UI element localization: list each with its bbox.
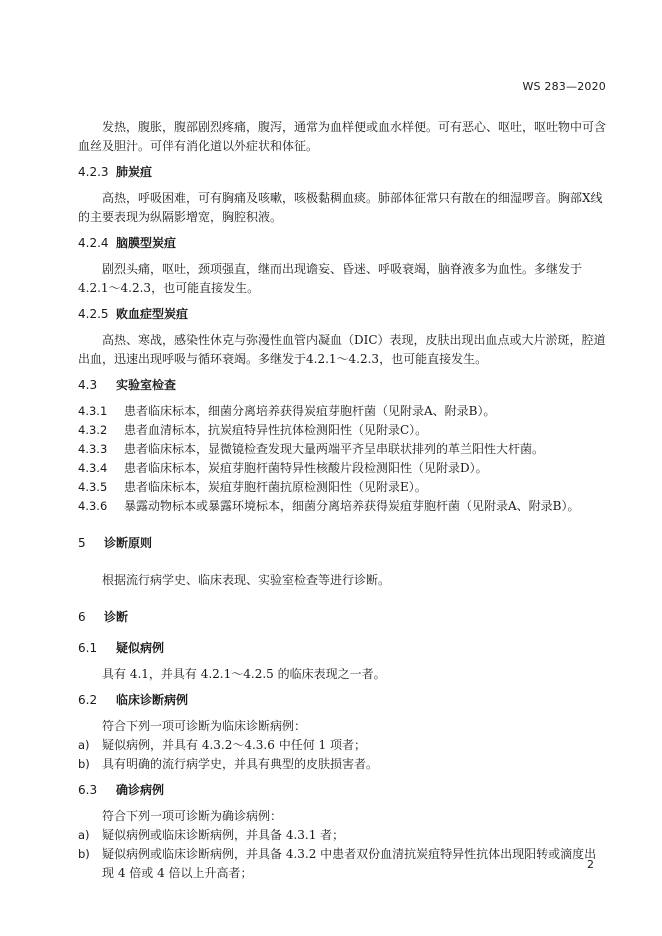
document-code: WS 283—2020 <box>522 80 606 93</box>
heading-title: 诊断 <box>104 610 129 624</box>
heading-6-3 <box>78 781 606 800</box>
heading-4-2-3 <box>78 163 606 182</box>
item-mark: b) <box>78 847 90 861</box>
list-item-6-3-a <box>78 826 606 845</box>
heading-title: 确诊病例 <box>116 783 165 797</box>
item-text: 具有明确的流行病学史，并具有典型的皮肤损害者。 <box>102 757 379 771</box>
item-text: 患者临床标本，炭疽芽胞杆菌特异性核酸片段检测阳性（见附录D）。 <box>124 461 488 475</box>
list-item-4-3-1 <box>78 402 606 421</box>
heading-number: 4.3 <box>78 378 98 392</box>
page-number: 2 <box>587 858 594 871</box>
item-mark: b) <box>78 757 90 771</box>
paragraph-4-2-4: 剧烈头痛，呕吐，颈项强直，继而出现谵妄、昏迷、呼吸衰竭，脑脊液多为血性。多继发于4.2.1～4.2.3，也可能直接发生。 <box>78 262 583 295</box>
heading-title: 肺炭疽 <box>116 165 153 179</box>
paragraph-6-1: 具有 4.1，并具有 4.2.1～4.2.5 的临床表现之一者。 <box>102 667 386 681</box>
heading-title: 临床诊断病例 <box>116 693 189 707</box>
item-text: 患者临床标本，显微镜检查发现大量两端平齐呈串联状排列的革兰阳性大杆菌。 <box>124 442 545 456</box>
heading-title: 败血症型炭疽 <box>116 307 189 321</box>
heading-number: 5 <box>78 536 86 550</box>
item-text: 疑似病例，并具有 4.3.2～4.3.6 中任何 1 项者； <box>102 738 366 752</box>
item-text: 疑似病例或临床诊断病例，并具备 4.3.1 者； <box>102 828 345 842</box>
item-text: 疑似病例或临床诊断病例，并具备 4.3.2 中患者双份血清抗炭疽特异性抗体出现阳转或滴度出现 4 倍或 4 倍以上升高者； <box>102 847 597 880</box>
heading-number: 6.3 <box>78 783 98 797</box>
item-mark: a) <box>78 738 90 752</box>
list-item-6-3-b <box>78 845 606 883</box>
heading-5 <box>78 534 606 553</box>
heading-number: 4.2.4 <box>78 236 109 250</box>
heading-6-2 <box>78 691 606 710</box>
item-number: 4.3.6 <box>78 499 108 513</box>
heading-title: 诊断原则 <box>104 536 153 550</box>
paragraph-6-3-lead: 符合下列一项可诊断为确诊病例： <box>102 809 283 823</box>
list-item-4-3-2 <box>78 421 606 440</box>
heading-4-2-5 <box>78 305 606 324</box>
heading-number: 6.2 <box>78 693 98 707</box>
paragraph-5: 根据流行病学史、临床表现、实验室检查等进行诊断。 <box>102 573 391 587</box>
item-number: 4.3.2 <box>78 423 108 437</box>
list-item-6-2-a <box>78 736 606 755</box>
heading-title: 实验室检查 <box>116 378 177 392</box>
list-item-4-3-5 <box>78 478 606 497</box>
heading-title: 疑似病例 <box>116 641 165 655</box>
heading-number: 6 <box>78 610 86 624</box>
item-text: 暴露动物标本或暴露环境标本，细菌分离培养获得炭疽芽胞杆菌（见附录A、附录B）。 <box>124 499 580 513</box>
list-item-4-3-6 <box>78 497 606 516</box>
heading-number: 6.1 <box>78 641 98 655</box>
heading-number: 4.2.3 <box>78 165 109 179</box>
item-text: 患者血清标本，抗炭疽特异性抗体检测阳性（见附录C）。 <box>124 423 428 437</box>
item-number: 4.3.4 <box>78 461 108 475</box>
list-item-4-3-3 <box>78 440 606 459</box>
paragraph-4-2-3: 高热，呼吸困难，可有胸痛及咳嗽，咳极黏稠血痰。肺部体征常只有散在的细湿啰音。胸部X线的主要表现为纵隔影增宽，胸腔积液。 <box>78 191 603 224</box>
list-item-6-2-b <box>78 755 606 774</box>
heading-4-2-4 <box>78 234 606 253</box>
item-text: 患者临床标本，炭疽芽胞杆菌抗原检测阳性（见附录E）。 <box>124 480 427 494</box>
intro-paragraph: 发热，腹胀，腹部剧烈疼痛，腹泻，通常为血样便或血水样便。可有恶心、呕吐，呕吐物中可含血丝及胆汁。可伴有消化道以外症状和体征。 <box>78 120 607 153</box>
heading-4-3 <box>78 376 606 395</box>
item-mark: a) <box>78 828 90 842</box>
item-number: 4.3.1 <box>78 404 108 418</box>
heading-6-1 <box>78 639 606 658</box>
item-number: 4.3.5 <box>78 480 108 494</box>
list-item-4-3-4 <box>78 459 606 478</box>
heading-6 <box>78 608 606 627</box>
heading-title: 脑膜型炭疽 <box>116 236 177 250</box>
document-body <box>78 118 606 883</box>
item-text: 患者临床标本，细菌分离培养获得炭疽芽胞杆菌（见附录A、附录B）。 <box>124 404 496 418</box>
paragraph-6-2-lead: 符合下列一项可诊断为临床诊断病例： <box>102 719 307 733</box>
heading-number: 4.2.5 <box>78 307 109 321</box>
paragraph-4-2-5: 高热、寒战，感染性休克与弥漫性血管内凝血（DIC）表现，皮肤出现出血点或大片淤斑，腔道出血，迅速出现呼吸与循环衰竭。多继发于4.2.1～4.2.3，也可能直接发生。 <box>78 333 606 366</box>
item-number: 4.3.3 <box>78 442 108 456</box>
